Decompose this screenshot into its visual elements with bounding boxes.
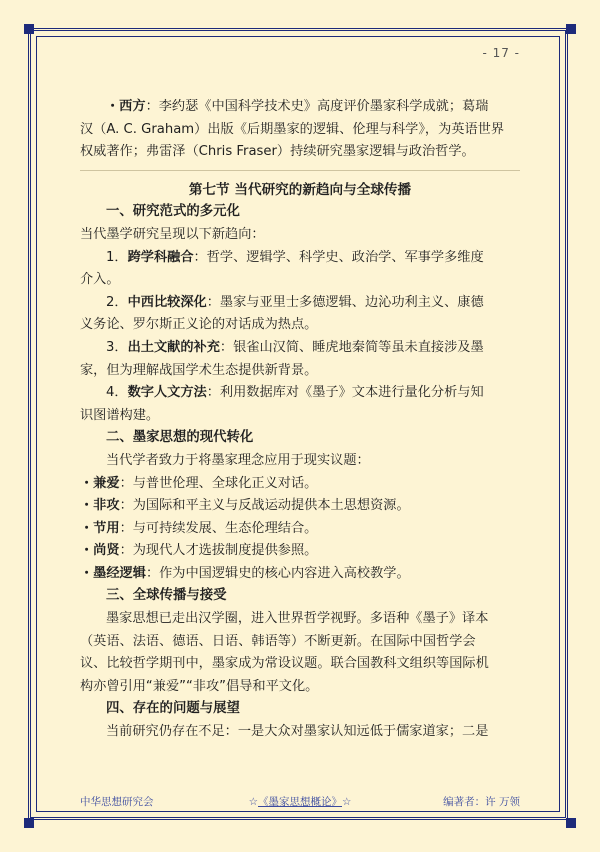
paragraph-line: 议、比较哲学期刊中，墨家成为常设议题。联合国教科文组织等国际机 [80,656,489,672]
item-text: ：墨家与亚里士多德逻辑、边沁功利主义、康德 [206,294,484,310]
footer-title-text: 《墨家思想概论》 [258,796,342,808]
list-item [80,563,520,586]
item-text: ：作为中国逻辑史的核心内容进入高校教学。 [145,565,410,581]
item-label: 中西比较深化 [127,294,207,310]
item-label: ・尚贤 [80,543,120,559]
list-item [80,495,520,518]
item-text: ：与可持续发展、生态伦理结合。 [119,520,318,536]
corner-ornament-top-right [566,24,576,34]
item-text: ：为现代人才选拔制度提供参照。 [119,543,318,559]
star-icon: ☆ [248,796,258,808]
corner-ornament-top-left [24,24,34,34]
intro-paragraph [80,96,520,119]
paragraph-line: （英语、法语、德语、日语、韩语等）不断更新。在国际中国哲学会 [80,633,476,649]
item-number: 2． [106,294,128,310]
subheading-2: 二、墨家思想的现代转化 [106,430,254,446]
document-body [80,96,520,744]
item-text: ：银雀山汉简、睡虎地秦简等虽未直接涉及墨 [219,339,484,355]
item-text: ：哲学、逻辑学、科学史、政治学、军事学多维度 [193,249,484,265]
paragraph: 当代墨学研究呈现以下新趋向： [80,226,265,242]
list-item [80,382,520,405]
section-divider [80,170,520,171]
footer-author: 编著者：许 万领 [443,796,520,808]
intro-line: 汉（A. C. Graham）出版《后期墨家的逻辑、伦理与科学》，为英语世界 [80,121,505,137]
bullet-label-west: ・西方 [106,99,146,114]
list-item-cont: 识图谱构建。 [80,407,160,423]
item-label: ・非攻 [80,498,120,514]
item-number: 3． [106,339,128,355]
star-icon: ☆ [342,796,352,808]
subheading-3: 三、全球传播与接受 [106,588,227,604]
item-text: ：为国际和平主义与反战运动提供本土思想资源。 [119,498,410,514]
subheading-4: 四、存在的问题与展望 [106,701,240,717]
list-item [80,518,520,541]
item-label: 出土文献的补充 [127,339,220,355]
list-item-cont: 义务论、罗尔斯正义论的对话成为热点。 [80,317,318,333]
subheading-1: 一、研究范式的多元化 [106,204,240,220]
item-number: 1． [106,249,128,265]
list-item [80,540,520,563]
footer-organization: 中华思想研究会 [80,796,154,808]
item-text: ：与普世伦理、全球化正义对话。 [119,475,318,491]
page-number: - 17 - [482,46,520,60]
paragraph-line: 构亦曾引用“兼爱”“非攻”倡导和平文化。 [80,678,319,694]
list-item-cont: 介入。 [80,272,120,288]
intro-line: 权威著作；弗雷泽（Chris Fraser）持续研究墨家逻辑与政治哲学。 [80,144,475,160]
corner-ornament-bottom-left [24,818,34,828]
paragraph-line: 墨家思想已走出汉学圈，进入世界哲学视野。多语种《墨子》译本 [106,611,489,627]
list-item-cont: 家，但为理解战国学术生态提供新背景。 [80,362,318,378]
item-label: 跨学科融合 [127,249,194,265]
item-label: 数字人文方法 [127,385,207,401]
item-label: ・节用 [80,520,120,536]
item-label: ・兼爱 [80,475,120,491]
paragraph: 当代学者致力于将墨家理念应用于现实议题： [106,452,370,468]
intro-line: ：李约瑟《中国科学技术史》高度评价墨家科学成就；葛瑞 [145,99,489,114]
item-label: ・墨经逻辑 [80,565,146,581]
list-item [80,247,520,270]
corner-ornament-bottom-right [566,818,576,828]
section-title: 第七节 当代研究的新趋向与全球传播 [188,181,412,198]
item-text: ：利用数据库对《墨子》文本进行量化分析与知 [206,385,484,401]
item-number: 4． [106,385,128,401]
paragraph-line: 当前研究仍存在不足：一是大众对墨家认知远低于儒家道家；二是 [106,724,489,740]
list-item [80,473,520,496]
list-item [80,292,520,315]
list-item [80,337,520,360]
